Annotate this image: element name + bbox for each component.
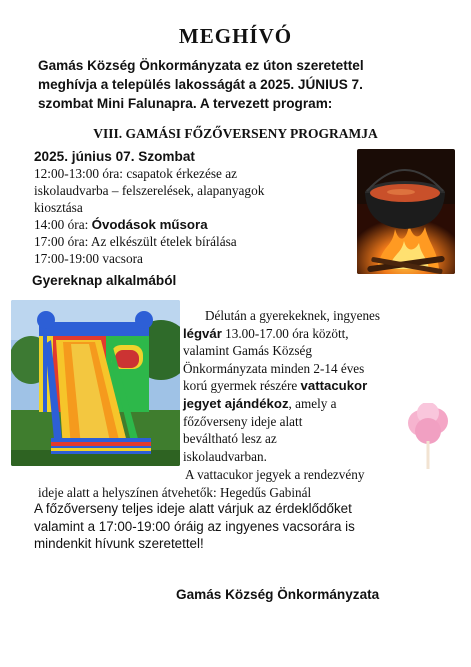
description-highlight: vattacukor (300, 378, 368, 394)
closing-line: mindenkit hívunk szeretettel! (34, 536, 204, 551)
description-line: valamint Gamás Község (183, 343, 312, 359)
ticket-line: ideje alatt a helyszínen átvehetők: Hegedűs Gabinál (38, 484, 312, 500)
description-line (183, 395, 398, 413)
signature: Gamás Község Önkormányzata (176, 587, 380, 602)
program-title: VIII. GAMÁSI FŐZŐVERSENY PROGRAMJA (93, 126, 378, 141)
intro-line: Gamás Község Önkormányzata ez úton szeretettel (38, 58, 364, 73)
description-highlight: jegyet ajándékoz (183, 395, 289, 411)
description-highlight: légvár (183, 325, 222, 341)
schedule (34, 148, 359, 267)
description-line: főzőverseny ideje alatt (183, 413, 303, 429)
description-line: Délután a gyerekeknek, ingyenes (205, 308, 381, 323)
description-text: 13.00-17.00 óra között, (221, 325, 349, 341)
ticket-info (38, 466, 458, 501)
description-line (183, 377, 398, 395)
schedule-line: 17:00 óra: Az elkészült ételek bírálása (34, 234, 237, 249)
description-line: Önkormányzata minden 2-14 éves (183, 360, 365, 376)
intro-line: meghívja a település lakosságát a 2025. JÚNIUS 7. (38, 77, 363, 92)
description-text: , amely a (288, 395, 337, 411)
closing-line: valamint a 17:00-19:00 óráig az ingyenes vacsorára is (34, 518, 355, 534)
gyereknap-description (183, 307, 398, 465)
schedule-time: 14:00 óra: (34, 217, 92, 232)
closing-paragraph (34, 500, 454, 553)
description-text: korú gyermek részére (183, 378, 301, 394)
gyereknap-heading: Gyereknap alkalmából (32, 273, 177, 288)
schedule-line: 17:00-19:00 vacsora (34, 251, 143, 266)
schedule-line: 12:00-13:00 óra: csapatok érkezése az (34, 166, 238, 181)
cauldron-fire-image (357, 149, 455, 274)
schedule-highlight: Óvodások műsora (91, 217, 208, 232)
bouncy-castle-image (11, 300, 180, 466)
schedule-line: kiosztása (34, 200, 83, 215)
cotton-candy-image (405, 403, 451, 471)
page-title: MEGHÍVÓ (178, 24, 293, 48)
schedule-date: 2025. június 07. Szombat (34, 149, 195, 164)
description-line (183, 325, 398, 343)
description-line: iskolaudvarban. (183, 448, 267, 464)
ticket-line: A vattacukor jegyek a rendezvény (185, 467, 365, 482)
closing-line: A főzőverseny teljes ideje alatt várjuk az érdeklődőket (34, 501, 352, 516)
intro-paragraph (38, 56, 458, 113)
description-line: beváltható lesz az (183, 431, 277, 447)
schedule-line: iskolaudvarba – felszerelések, alapanyagok (34, 183, 265, 198)
intro-line: szombat Mini Falunapra. A tervezett program: (38, 96, 333, 111)
schedule-line (34, 216, 359, 233)
